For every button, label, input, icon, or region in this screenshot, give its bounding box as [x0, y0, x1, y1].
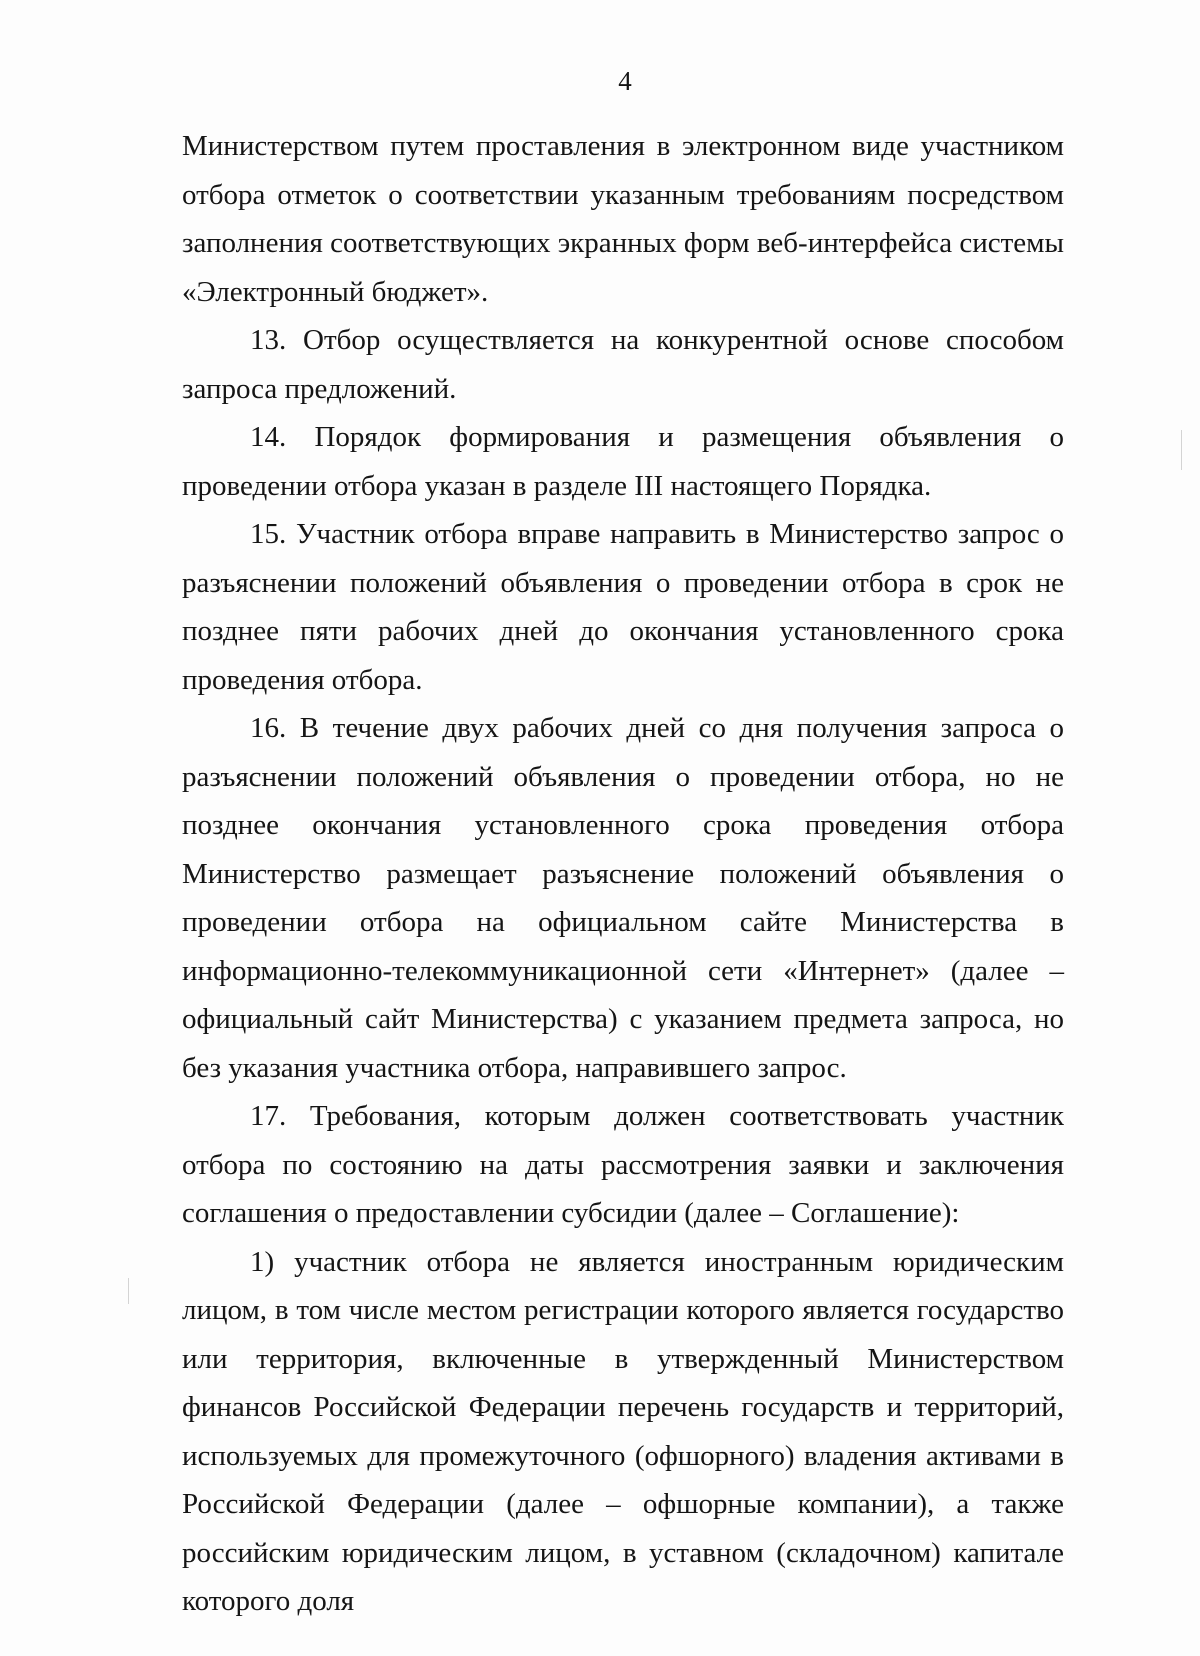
paragraph-14: 14. Порядок формирования и размещения объявления о проведении отбора указан в разделе III настоящего Порядка. [182, 421, 1064, 502]
paragraph-16: 16. В течение двух рабочих дней со дня получения запроса о разъяснении положений объявления о проведении отбора, но не позднее окончания установленного срока проведения отбора Министерство размещает разъяснение положений объявления о проведении отбора на официальном сайте Министерства в информационно-телекоммуникационной сети «Интернет» (далее – официальный сайт Министерства) с указанием предмета запроса, но без указания участника отбора, направившего запрос. [182, 712, 1064, 1084]
scan-artifact-line [128, 1278, 129, 1304]
paragraph-17: 17. Требования, которым должен соответствовать участник отбора по состоянию на даты рассмотрения заявки и заключения соглашения о предоставлении субсидии (далее – Соглашение): [182, 1100, 1064, 1229]
scan-artifact-line [1181, 430, 1182, 470]
document-body [182, 122, 1064, 1626]
paragraph-17-item-1: 1) участник отбора не является иностранным юридическим лицом, в том числе местом регистрации которого является государство или территория, включенные в утвержденный Министерством финансов Российской Федерации перечень государств и территорий, используемых для промежуточного (офшорного) владения активами в Российской Федерации (далее – офшорные компании), а также российским юридическим лицом, в уставном (складочном) капитале которого доля [182, 1245, 1064, 1617]
paragraph-continuation: Министерством путем проставления в электронном виде участником отбора отметок о соответствии указанным требованиям посредством заполнения соответствующих экранных форм веб-интерфейса системы «Электронный бюджет». [182, 130, 1064, 308]
paragraph-13: 13. Отбор осуществляется на конкурентной основе способом запроса предложений. [182, 324, 1064, 405]
paragraph-15: 15. Участник отбора вправе направить в Министерство запрос о разъяснении положений объявления о проведении отбора в срок не позднее пяти рабочих дней до окончания установленного срока проведения отбора. [182, 518, 1064, 696]
page-number: 4 [618, 66, 632, 96]
